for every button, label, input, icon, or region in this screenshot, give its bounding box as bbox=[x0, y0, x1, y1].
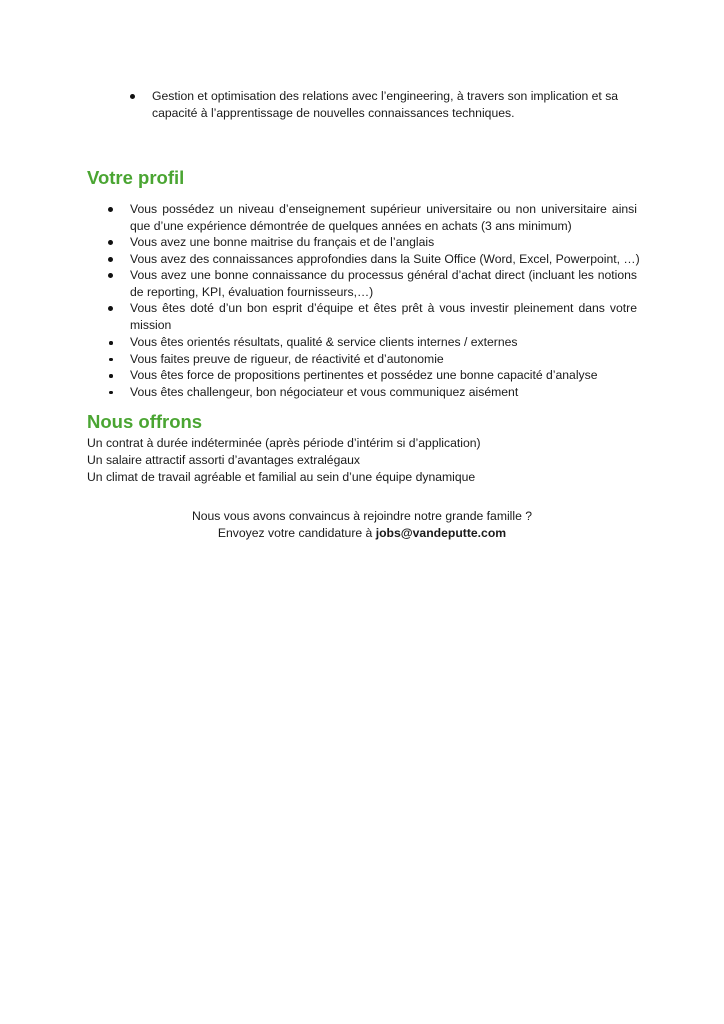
email-link[interactable]: jobs@vandeputte.com bbox=[375, 525, 507, 540]
offer-line-3: Un climat de travail agréable et familial au sein d’une équipe dynamique bbox=[87, 470, 476, 484]
profile-item-5-line-2: mission bbox=[130, 317, 172, 332]
bullet-icon bbox=[108, 251, 113, 268]
bullet-icon bbox=[108, 234, 113, 251]
profile-item-5-line-1: Vous êtes doté d’un bon esprit d’équipe et êtes prêt à vous investir pleinement dans votre bbox=[130, 301, 637, 315]
intro-bullet-line-2: capacité à l’apprentissage de nouvelles connaissances techniques. bbox=[152, 105, 515, 120]
intro-bullet-line-1: Gestion et optimisation des relations avec l’engineering, à travers son implication et sa bbox=[152, 89, 619, 103]
profile-item-2: Vous avez une bonne maitrise du français et de l’anglais bbox=[130, 235, 435, 249]
bullet-icon bbox=[109, 334, 113, 351]
bullet-icon bbox=[108, 300, 113, 317]
profile-item-7: Vous faites preuve de rigueur, de réactivité et d’autonomie bbox=[130, 351, 444, 366]
closing-send-prefix: Envoyez votre candidature à bbox=[217, 525, 376, 540]
bullet-icon bbox=[109, 367, 113, 384]
closing-send-line bbox=[0, 525, 724, 542]
offer-line-2: Un salaire attractif assorti d’avantages extralégaux bbox=[87, 453, 361, 467]
profile-item-6: Vous êtes orientés résultats, qualité & service clients internes / externes bbox=[130, 335, 518, 349]
offer-line-1: Un contrat à durée indéterminée (après période d’intérim si d’application) bbox=[87, 436, 481, 450]
profile-item-1-line-2: que d’une expérience démontrée de quelques années en achats (3 ans minimum) bbox=[130, 218, 572, 233]
bullet-icon bbox=[130, 88, 135, 105]
bullet-icon bbox=[108, 201, 113, 218]
profile-item-3: Vous avez des connaissances approfondies dans la Suite Office (Word, Excel, Powerpoint, …) bbox=[130, 251, 640, 266]
profile-item-9: Vous êtes challengeur, bon négociateur et vous communiquez aisément bbox=[130, 384, 519, 399]
profile-item-4-line-1: Vous avez une bonne connaissance du processus général d’achat direct (incluant les notions bbox=[130, 268, 637, 282]
profile-item-1-line-1: Vous possédez un niveau d’enseignement supérieur universitaire ou non universitaire ainsi bbox=[130, 202, 637, 216]
closing-question: Nous vous avons convaincus à rejoindre notre grande famille ? bbox=[191, 509, 533, 523]
bullet-icon bbox=[109, 351, 113, 368]
profile-item-8: Vous êtes force de propositions pertinentes et possédez une bonne capacité d’analyse bbox=[130, 368, 598, 382]
offer-heading: Nous offrons bbox=[87, 411, 203, 432]
bullet-icon bbox=[109, 384, 113, 401]
bullet-icon bbox=[108, 267, 113, 284]
profile-heading: Votre profil bbox=[87, 167, 185, 188]
profile-item-4-line-2: de reporting, KPI, évaluation fournisseurs,…) bbox=[130, 284, 374, 299]
